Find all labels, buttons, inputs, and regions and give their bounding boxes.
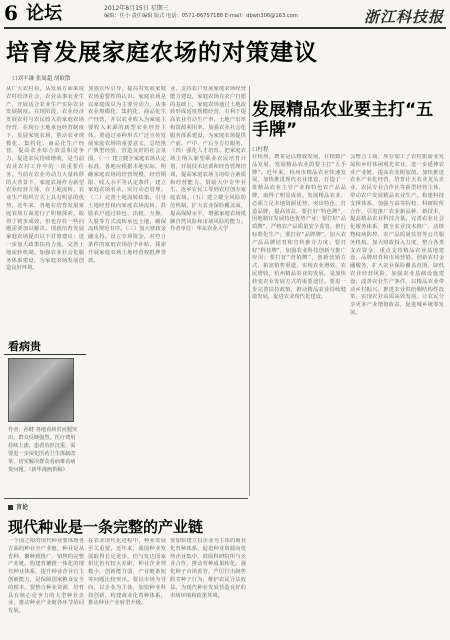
newspaper-masthead: 浙江科技报 — [363, 8, 444, 26]
cartoon-image — [8, 358, 74, 422]
bottom-article-column-3: 要加快建立以企业为主体的商业化育种体系，促进种业资源向优势企业集中，鼓励科研院所与企业合作，推动育种成果转化。强化种子市场监管，严厉打击制售假劣种子行为，维护农民合法权益，为现代种业发展营造良好的市场环境和政策环境。 — [170, 538, 246, 599]
section-title: 论坛 — [26, 3, 62, 24]
bottom-article-title: 现代种业是一条完整的产业链 — [8, 518, 204, 536]
main-article-byline: 口刘丰谦 张周超 胡欧散 — [12, 76, 71, 82]
column-divider — [249, 86, 250, 496]
bottom-article-column-2: 在农业现代化进程中，种业发展至关重要。近年来，我国种业发展取得长足进步，但与发达国家相比仍有较大差距，种业企业规模小、创新能力弱、产业链条短等问题比较突出。要以市场为导向，以企业为主体，加快种业科技创新，构建商业化育种体系，推动种业产业转型升级。 — [88, 538, 166, 607]
page-header — [0, 0, 450, 30]
main-article-title: 培育发展家庭农场的对策建议 — [6, 40, 318, 66]
side-article-author: 口杜程 — [252, 147, 269, 153]
side-article-column-1: 在杭州，農業是以精致发展，在精致产品发展，发展精品农业的要主打“五手牌”。近年来，杭州市精品农业快速发展，加快推进现代农业建设，打造了一批精品农业主导产业和特色农产品品牌，取得了明显成效。发展精品农业，必须立足本地资源优势，突出特色，打造品牌，提高效益。要打好“特色牌”，因地制宜发展特色优势产业；要打好“品质牌”，严格农产品质量安全监管，推行标准化生产；要打好“品牌牌”，加大农产品品牌培育和宣传推介力度；要打好“科技牌”，加强农业科技创新与推广应用；要打好“营销牌”，创新营销方式，拓宽销售渠道，实现农业增效、农民增收。杭州精品农业的发展，是加快转变农业发展方式的重要途径。要进一步完善扶持政策，推动精品农业持续健康发展，促进农业现代化建设。 — [252, 154, 346, 301]
bottom-section-tag — [8, 502, 28, 511]
header-rule — [4, 27, 446, 29]
cartoon-column — [4, 338, 86, 488]
side-article-title: 发展精品农业要主打“五手牌” — [252, 100, 434, 140]
bottom-tag-label: 言论 — [16, 504, 29, 511]
bottom-article-column-1: 一个国之根的现代种业要体现各方面的种业全产业链，种业是从育种、繁种到推广、销售的完整产业链。构建育繁推一体化的现代种业体系，提升种业企业自主创新能力，是保障国家粮食安全的根本。要整合种业资源，培育具有核心竞争力的大型种业企业，推动种业产业链各环节协同发展。 — [8, 538, 84, 615]
cartoon-title: 看病贵 — [8, 340, 41, 353]
square-bullet-icon — [8, 505, 13, 510]
bottom-section-rule — [4, 498, 248, 499]
cartoon-caption: 作者：孙健 各地看病贵问题突出，群众反映强烈。医疗费用持续上涨，患者负担沉重，需要进一步深化医药卫生体制改革，切实解决群众看病难看病贵问题。（新华漫画供稿） — [8, 427, 78, 473]
contact-info: 编辑：任小 责任编辑 版式 电话：0571-86757188 E-mail：dbwh306@163.com — [104, 13, 298, 19]
side-article-column-2: 会整合工商、库存加工了农村旅游业发展和乡村休闲观光农业，进一步延伸农业产业链，提高农业附加值。加快推进农业产业化经营，培育壮大农业龙头企业、农民专业合作社等新型经营主体，带动农户发展精品农业生产。构建科技支撑体系，加强与高等院校、科研院所合作，引进推广农业新品种、新技术，提高精品农业科技含量。完善农业社会化服务体系，健全农业技术推广、动植物疫病防控、农产品质量监管等公共服务机构。加大财政投入力度，整合各类支农资金，重点支持精品农业基地建设、品牌培育和市场营销。创新农村金融服务，扩大农业保险覆盖范围，降低农业经营风险。加强农业基础设施建设，改善农业生产条件。以精品农业带动乡村振兴，推进农业供给侧结构性改革，实现农业高质高效发展，让农民分享更多产业增值收益，促进城乡统筹发展。 — [350, 154, 444, 316]
cartoon-rule — [4, 354, 86, 355]
main-article-column-1: 从广大农村看，从发展方面来说农村经济社会，农业从事农业生产，开展适合农业生产实际农业发展制度。在现阶段，农业经济发展农村与农民收入的家庭农场经营，在现行土地承包经营制度下，发展家庭农场，推动农业规模化、集约化、商品化生产经营，提高农业综合效益和竞争力，促进农民持续增收，是当前农业农村工作中的一项重要任务。当前在农业劳动力大量转移的大背景下，家庭农场作为新型农业经营主体，在土地流转、农业生产组织方式上具有明显的优势，近年来，各地在培育发展家庭农场方面进行了积极探索，取得了初步成效，但也存在一些问题需要加以解决。现就培育发展家庭农场提出以下对策建议：进一步加大政策扶持力度，完善土地流转机制，加强农业社会化服务体系建设，为家庭农场发展创造良好环境。 — [6, 86, 84, 272]
main-article-column-2: 加强宣传引导，提高对发展家庭农场重要性的认识。家庭农场是以家庭成员为主要劳动力，从事农业规模化、集约化、商品化生产经营，并以农业收入为家庭主要收入来源的新型农业经营主体。要通过多种形式广泛宣传发展家庭农场的重要意义，总结推广典型经验，营造良好的社会氛围。（一）建立健全家庭农场认定标准。各地应根据本地实际，明确家庭农场的经营规模、经营期限、收入水平等认定条件，建立家庭农场名录，实行动态管理。（二）完善土地流转政策。引导土地经营权向家庭农场流转，鼓励农户通过转包、出租、互换、入股等方式流转承包土地，确保流转规范有序。（三）加大财政金融支持。设立专项资金，对符合条件的家庭农场给予补贴，探索开展家庭农场土地经营权抵押贷款。 — [88, 86, 166, 264]
issue-date: 2012年8月15日 星期三 — [104, 5, 169, 12]
main-article-column-3: 业，支持农户发展家庭农场经营能力建设，家庭农场在农户自愿的基础上，家庭农场通过土地流转形成适度规模经营，有利于提高农业劳动生产率、土地产出率和资源利用率。加强农业社会化服务体系建设，为家庭农场提供产前、产中、产后全方位服务。（四）强化人才培育。把家庭农场主纳入新型职业农民培育计划，开展技术培训和经营管理培训，提高家庭农场主的综合素质和经营能力。鼓励大中专毕业生、返乡农民工等到农村创办家庭农场。（五）建立健全风险防范机制。扩大农业保险覆盖面，提高保障水平，增强家庭农场抵御自然风险和市场风险的能力。作者单位：华东农业大学 — [170, 86, 246, 233]
page-number: 6 — [4, 1, 18, 25]
